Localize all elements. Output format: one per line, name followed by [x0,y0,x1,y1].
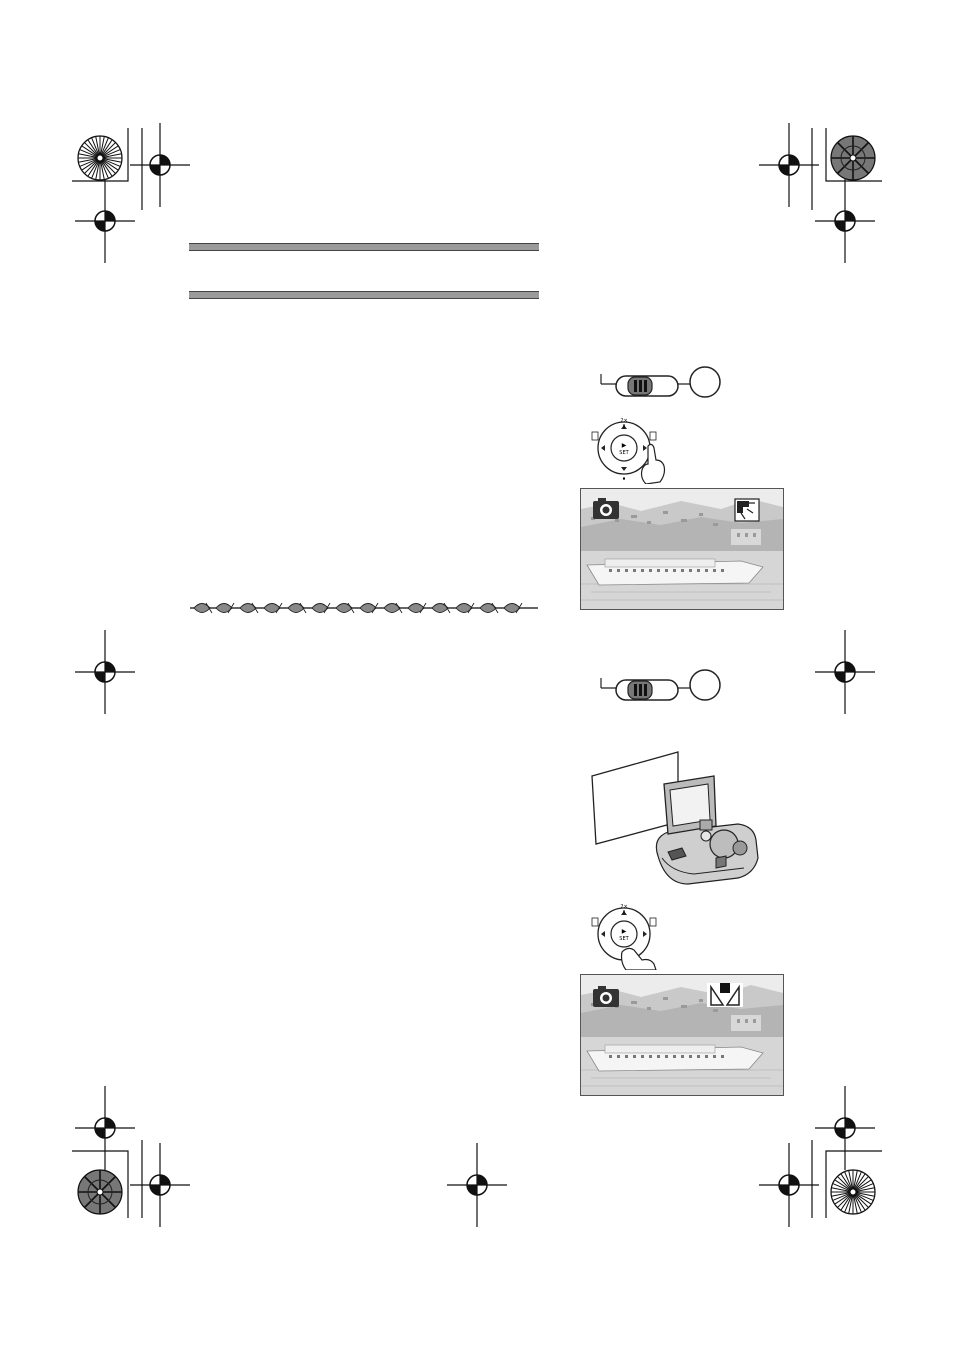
lcd-screen-white-balance [580,974,784,1096]
registration-mark [447,1143,507,1227]
dial-label-set: SET [619,450,629,456]
white-balance-icon [707,983,743,1007]
slide-switch-icon [598,674,696,706]
registration-mark [759,1143,819,1227]
dial-label-set: SET [619,936,629,942]
dial-label-pause: II [622,424,626,430]
starburst-mark-top-left [78,136,122,180]
camera-icon [593,498,619,519]
leaf-divider [188,599,540,617]
camera-icon [593,986,619,1007]
dial-label-top: 2× [620,904,628,910]
registration-mark [815,1086,875,1170]
backlight-compensation-icon [735,499,759,521]
slide-switch-icon [598,370,696,402]
registration-mark [815,179,875,263]
dial-label-top: 2× [620,418,628,424]
dial-label-bottom: ⏹ [622,476,626,482]
heading-rule-bottom [189,291,539,299]
registration-mark [75,630,135,714]
dial-label-pause: II [622,910,626,916]
registration-mark [130,123,190,207]
dial-label-play: ▶ [621,442,627,449]
boat-scene [581,489,783,609]
registration-mark [75,179,135,263]
lcd-screen-backlight [580,488,784,610]
registration-mark [130,1143,190,1227]
white-balance-setup-illustration [588,748,768,890]
circle-icon [688,668,722,702]
starburst-mark-bottom-right [831,1170,875,1214]
control-dial-right-press [588,416,678,484]
control-dial-down-press [588,902,678,970]
registration-mark [815,630,875,714]
registration-mark [75,1086,135,1170]
camcorder-icon [656,776,758,884]
starburst-mark-top-right [831,136,875,180]
registration-mark [759,123,819,207]
heading-rule-top [189,243,539,251]
boat-scene [581,975,783,1095]
circle-icon [688,365,722,399]
dial-label-play: ▶ [621,928,627,935]
starburst-mark-bottom-left [78,1170,122,1214]
